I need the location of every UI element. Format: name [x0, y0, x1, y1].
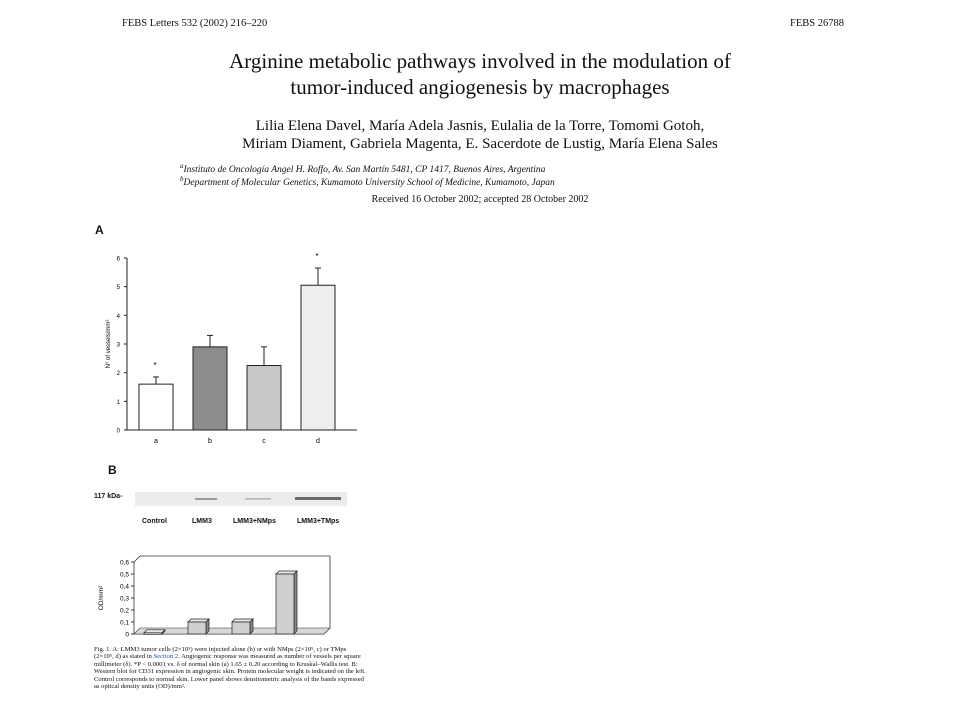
bar-d: [301, 285, 335, 430]
x-tick-label-b: b: [208, 438, 212, 445]
western-blot-strip: [135, 490, 347, 508]
y-tick-label: 4: [116, 313, 120, 320]
blot-band-tmps: [295, 497, 341, 500]
bar-side-1: [206, 619, 209, 634]
y-axis-label: N° of vessels/mm²: [106, 319, 112, 369]
vessel-density-chart: [95, 240, 365, 455]
authors-line1-text: Lilia Elena Davel, María Adela Jasnis, Eulalia de la Torre, Tomomi Gotoh,: [255, 118, 705, 134]
blot-marker-label: 117 kDa-: [94, 493, 123, 500]
x-tick-label-c: c: [262, 438, 266, 445]
y-tick-label: 1: [116, 399, 120, 406]
y-tick-label: 3: [116, 342, 120, 349]
blot-lane-tmps: LMM3+TMps: [297, 518, 340, 525]
bar-0: [144, 633, 162, 635]
caption-section-link[interactable]: Section 2: [153, 653, 179, 661]
bar-side-2: [250, 619, 253, 634]
bar-top-0: [144, 630, 165, 633]
authors-line2: [120, 134, 840, 154]
article-code: FEBS 26788: [790, 18, 844, 29]
y-tick-label: 2: [116, 371, 120, 378]
y-tick-label: 0,2: [119, 607, 129, 615]
y-tick-label: 6: [116, 256, 120, 263]
blot-lane-nmps: LMM3+NMps: [233, 518, 276, 525]
bar-3: [276, 574, 294, 634]
caption-text-2: . Angiogenic response was measured as number of vessels per square millimeter (δ). *P < 0.0001 vs. δ of normal skin (a) 1.65 ± 0.20 according to Kruskal–Wallis test. B: Western blot for CD31 expression in angiogenic skin. Protein molecular weight is indicated on the left. Control corresponds to normal skin. Lower panel shows densitometric analysis of the bands expressed as optical density units (OD)/mm².: [94, 653, 366, 691]
bar-side-3: [294, 571, 297, 634]
bar-top-3: [276, 571, 297, 574]
y-tick-label: 0,5: [119, 571, 129, 579]
authors-line2-text: Miriam Diament, Gabriela Magenta, E. Sacerdote de Lustig, María Elena Sales: [242, 136, 718, 152]
bar-top-1: [188, 619, 209, 622]
significance-mark-d: *: [315, 252, 319, 262]
panel-b-label: B: [108, 463, 117, 477]
panel-a-label: A: [95, 223, 104, 237]
y-tick-label: 0: [125, 631, 129, 639]
paper-title-line1: Arginine metabolic pathways involved in the modulation of: [229, 49, 731, 73]
blot-lane-lmm3: LMM3: [192, 518, 212, 525]
bar-1: [188, 622, 206, 634]
x-tick-label-d: d: [316, 438, 320, 445]
blot-band-lmm3: [195, 498, 217, 500]
y-axis-label: OD/mm²: [98, 585, 105, 611]
figure-caption: [94, 646, 366, 690]
bar-c: [247, 366, 281, 431]
caption-text-1: Fig. 1. A: LMM3 tumor cells (2×10⁵) were injected alone (b) or with NMps (2×10⁵, c) or TMps (2×10⁵, d) as stated in: [94, 646, 347, 661]
affiliation-b: $^b$Department of Molecular Genetics, Kumamoto University School of Medicine, Kumamoto, Japan: [180, 175, 555, 189]
x-tick-label-a: a: [154, 438, 158, 445]
bar-b: [193, 347, 227, 430]
y-tick-label: 0,4: [119, 583, 129, 591]
y-tick-label: 0,6: [119, 559, 129, 567]
bar-a: [139, 384, 173, 430]
affiliation-b-text: Department of Molecular Genetics, Kumamoto University School of Medicine, Kumamoto, Japan: [183, 178, 555, 189]
y-tick-label: 5: [116, 285, 120, 292]
y-tick-label: 0: [116, 428, 120, 435]
blot-lane-control: Control: [142, 518, 167, 525]
bar-top-2: [232, 619, 253, 622]
y-tick-label: 0,1: [119, 619, 129, 627]
paper-title-line2: tumor-induced angiogenesis by macrophages: [290, 75, 670, 99]
journal-header: FEBS Letters 532 (2002) 216–220: [122, 18, 268, 29]
received-line: Received 16 October 2002; accepted 28 October 2002: [371, 194, 589, 205]
densitometry-chart: [94, 548, 354, 644]
affiliation-a-text: Instituto de Oncología Angel H. Roffo, Av. San Martín 5481, CP 1417, Buenos Aires, Argentina: [183, 165, 546, 176]
significance-mark-a: *: [153, 360, 157, 370]
y-tick-label: 0,3: [119, 595, 129, 603]
authors-line1: [120, 116, 840, 136]
affiliation-a: $^a$Instituto de Oncología Angel H. Roffo, Av. San Martín 5481, CP 1417, Buenos Aires, Argentina: [180, 162, 546, 176]
bar-2: [232, 622, 250, 634]
blot-band-nmps: [245, 498, 271, 500]
